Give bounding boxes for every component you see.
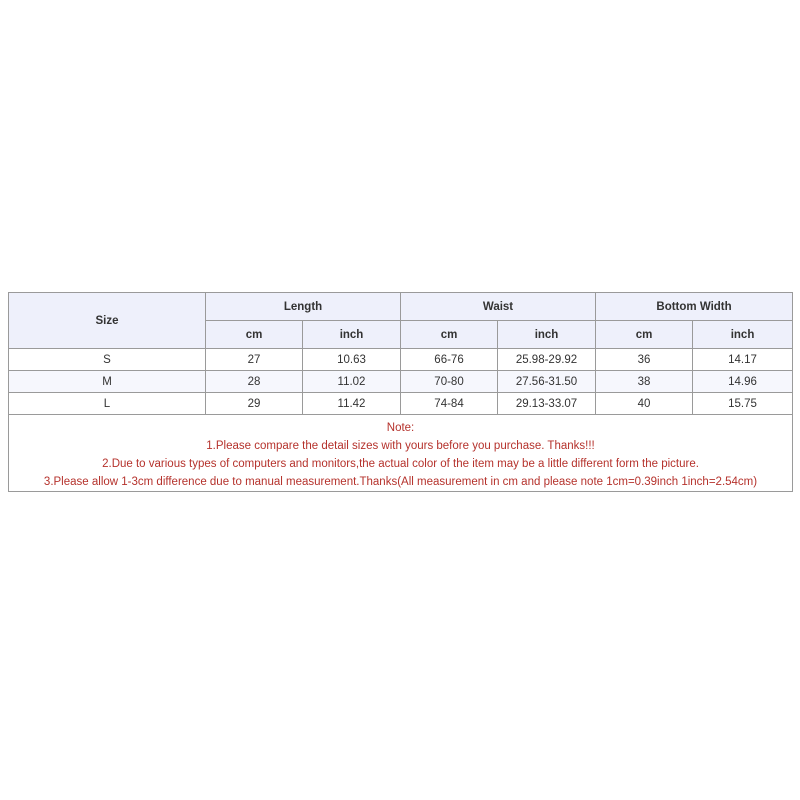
waist-cm-cell: 74-84 [401, 393, 498, 415]
waist-group-header: Waist [401, 293, 596, 321]
bottom-inch-cell: 14.17 [693, 349, 793, 371]
notes-cell [9, 415, 793, 492]
notes-title: Note: [386, 422, 415, 434]
waist-inch-cell: 27.56-31.50 [498, 371, 596, 393]
waist-cm-cell: 66-76 [401, 349, 498, 371]
length-cm-cell: 28 [206, 371, 303, 393]
waist-cm-cell: 70-80 [401, 371, 498, 393]
bottom-width-group-header: Bottom Width [596, 293, 793, 321]
bottom-inch-cell: 15.75 [693, 393, 793, 415]
note-line: 2.Due to various types of computers and monitors,the actual color of the item may be a little different form the picture. [102, 458, 699, 470]
length-inch-cell: 11.42 [303, 393, 401, 415]
length-cm-cell: 27 [206, 349, 303, 371]
length-cm-cell: 29 [206, 393, 303, 415]
notes-row [9, 415, 793, 492]
table-row [9, 349, 793, 371]
unit-header: cm [401, 321, 498, 349]
unit-header: inch [498, 321, 596, 349]
bottom-cm-cell: 38 [596, 371, 693, 393]
size-cell: L [9, 393, 206, 415]
unit-header: cm [596, 321, 693, 349]
table-body [9, 349, 793, 492]
table-row [9, 371, 793, 393]
note-line: 3.Please allow 1-3cm difference due to manual measurement.Thanks(All measurement in cm and please note 1cm=0.39inch 1inch=2.54cm) [43, 476, 758, 488]
waist-inch-cell: 25.98-29.92 [498, 349, 596, 371]
unit-header: inch [303, 321, 401, 349]
waist-inch-cell: 29.13-33.07 [498, 393, 596, 415]
length-inch-cell: 11.02 [303, 371, 401, 393]
length-group-header: Length [206, 293, 401, 321]
table-row [9, 393, 793, 415]
size-chart [8, 292, 792, 492]
unit-header: inch [693, 321, 793, 349]
table-header [9, 293, 793, 349]
note-line: 1.Please compare the detail sizes with yours before you purchase. Thanks!!! [206, 440, 595, 452]
length-inch-cell: 10.63 [303, 349, 401, 371]
bottom-cm-cell: 40 [596, 393, 693, 415]
bottom-cm-cell: 36 [596, 349, 693, 371]
size-cell: S [9, 349, 206, 371]
size-column-header: Size [9, 293, 206, 349]
size-cell: M [9, 371, 206, 393]
notes-block [9, 415, 792, 491]
header-row-groups [9, 293, 793, 321]
bottom-inch-cell: 14.96 [693, 371, 793, 393]
unit-header: cm [206, 321, 303, 349]
size-table [8, 292, 793, 492]
